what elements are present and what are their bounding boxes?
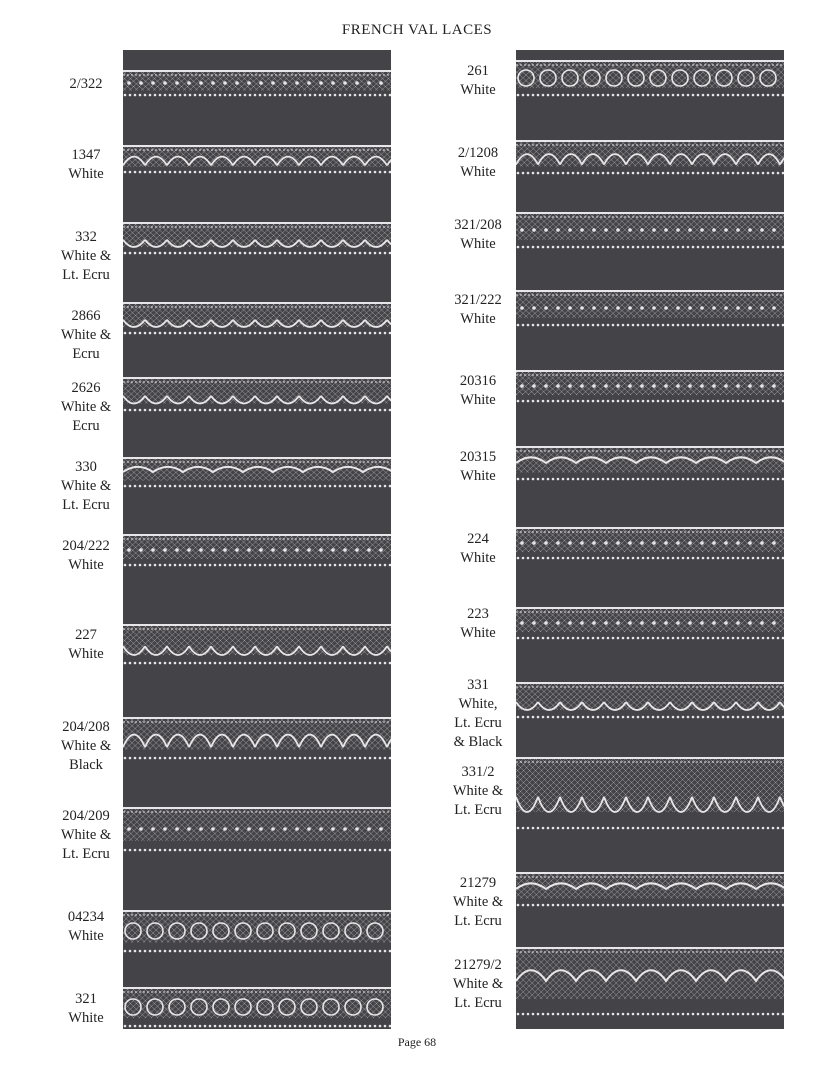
lace-panel-right	[516, 50, 784, 1029]
lace-color-text: White,	[458, 696, 498, 712]
lace-color-text: White &	[60, 738, 112, 754]
lace-style-number: 331	[467, 677, 489, 693]
lace-label	[418, 448, 538, 486]
lace-sample	[516, 368, 784, 404]
lace-label	[418, 763, 538, 820]
lace-style-number: 20316	[459, 373, 497, 389]
lace-color-text: Lt. Ecru	[62, 846, 110, 862]
lace-color-text: White	[68, 1010, 104, 1026]
lace-label	[26, 146, 146, 184]
lace-color-text: White	[460, 550, 496, 566]
lace-label	[418, 956, 538, 1013]
lace-sample	[123, 715, 391, 761]
lace-label	[418, 874, 538, 931]
lace-color-text: White &	[60, 327, 112, 343]
lace-sample	[516, 138, 784, 176]
lace-label	[418, 530, 538, 568]
lace-color-text: Lt. Ecru	[454, 802, 502, 818]
lace-color-text: White &	[60, 478, 112, 494]
lace-color-text: White &	[60, 248, 112, 264]
lace-color-text: Lt. Ecru	[62, 497, 110, 513]
lace-sample	[123, 455, 391, 489]
lace-color-text: White	[460, 82, 496, 98]
lace-label	[26, 807, 146, 864]
lace-style-number: 330	[75, 459, 97, 475]
lace-label	[26, 228, 146, 285]
lace-style-number: 1347	[71, 147, 101, 163]
lace-style-number: 20315	[459, 449, 497, 465]
page-title: FRENCH VAL LACES	[341, 22, 493, 38]
lace-label	[26, 307, 146, 364]
lace-style-number: 204/208	[62, 719, 110, 735]
lace-color-text: Ecru	[72, 418, 100, 434]
lace-style-number: 227	[75, 627, 97, 643]
lace-color-text: White &	[452, 783, 504, 799]
lace-sample	[516, 58, 784, 98]
lace-color-text: White	[460, 236, 496, 252]
lace-color-text: White	[68, 557, 104, 573]
lace-color-text: White &	[452, 976, 504, 992]
lace-style-number: 2866	[71, 308, 101, 324]
lace-style-number: 21279/2	[454, 957, 502, 973]
lace-sample	[516, 945, 784, 1017]
lace-color-text: Black	[69, 757, 103, 773]
lace-style-number: 204/222	[62, 538, 110, 554]
page-number: Page 68	[397, 1035, 437, 1049]
lace-panel-left	[123, 50, 391, 1029]
lace-sample	[516, 680, 784, 720]
lace-color-text: White	[460, 625, 496, 641]
lace-color-text: White	[68, 166, 104, 182]
lace-style-number: 332	[75, 229, 97, 245]
lace-label	[26, 990, 146, 1028]
lace-style-number: 2/322	[69, 76, 103, 92]
lace-sample	[123, 622, 391, 666]
lace-sample	[123, 805, 391, 853]
lace-style-number: 321/222	[454, 292, 502, 308]
lace-label	[418, 372, 538, 410]
lace-color-text: Lt. Ecru	[454, 715, 502, 731]
lace-label	[26, 379, 146, 436]
lace-sample	[123, 68, 391, 98]
lace-label	[418, 62, 538, 100]
lace-style-number: 321/208	[454, 217, 502, 233]
lace-style-number: 223	[467, 606, 489, 622]
lace-style-number: 224	[467, 531, 489, 547]
lace-sample	[516, 210, 784, 250]
lace-style-number: 2/1208	[457, 145, 499, 161]
lace-color-text: & Black	[453, 734, 503, 750]
lace-label	[26, 458, 146, 515]
lace-sample	[123, 220, 391, 256]
lace-sample	[516, 870, 784, 908]
lace-style-number: 321	[75, 991, 97, 1007]
lace-label	[26, 75, 146, 94]
lace-label	[26, 908, 146, 946]
lace-color-text: White &	[60, 399, 112, 415]
lace-label	[26, 718, 146, 775]
lace-color-text: White	[460, 311, 496, 327]
lace-sample	[123, 143, 391, 175]
lace-color-text: White	[460, 164, 496, 180]
lace-style-number: 331/2	[461, 764, 495, 780]
lace-color-text: White	[460, 392, 496, 408]
lace-label	[418, 676, 538, 752]
lace-sample	[123, 908, 391, 954]
lace-sample	[516, 605, 784, 641]
lace-color-text: White	[68, 928, 104, 944]
lace-color-text: Lt. Ecru	[454, 995, 502, 1011]
lace-style-number: 2626	[71, 380, 101, 396]
lace-color-text: White	[68, 646, 104, 662]
lace-sample	[123, 300, 391, 336]
lace-sample	[516, 288, 784, 328]
lace-sample	[516, 755, 784, 831]
lace-style-number: 204/209	[62, 808, 110, 824]
lace-label	[418, 291, 538, 329]
lace-color-text: White	[460, 468, 496, 484]
lace-label	[418, 144, 538, 182]
lace-sample	[516, 444, 784, 482]
lace-color-text: White &	[60, 827, 112, 843]
lace-color-text: Ecru	[72, 346, 100, 362]
lace-style-number: 04234	[67, 909, 105, 925]
lace-color-text: White &	[452, 894, 504, 910]
lace-sample	[123, 375, 391, 413]
lace-style-number: 261	[467, 63, 489, 79]
lace-color-text: Lt. Ecru	[62, 267, 110, 283]
lace-style-number: 21279	[459, 875, 497, 891]
lace-label	[26, 626, 146, 664]
lace-label	[418, 605, 538, 643]
lace-label	[26, 537, 146, 575]
lace-label	[418, 216, 538, 254]
lace-color-text: Lt. Ecru	[454, 913, 502, 929]
lace-sample	[123, 985, 391, 1029]
lace-sample	[123, 532, 391, 568]
lace-sample	[516, 525, 784, 561]
